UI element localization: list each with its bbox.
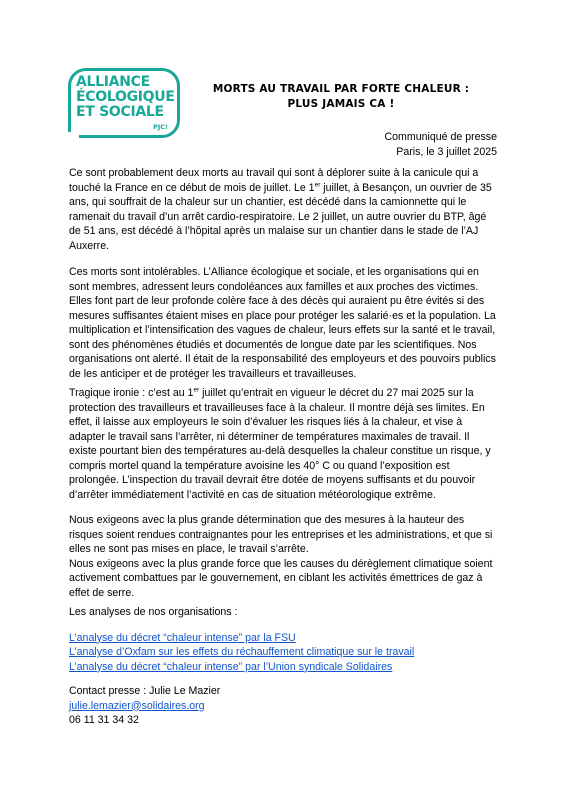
logo-wordmark	[76, 75, 175, 120]
link-oxfam[interactable]: L’analyse d’Oxfam sur les effets du réchauffement climatique sur le travail	[69, 646, 415, 659]
paragraph-4	[69, 513, 497, 600]
p3-text-a: Tragique ironie : c’est au 1	[69, 387, 194, 399]
contact-label: Contact presse : Julie Le Mazier	[69, 685, 221, 697]
title-line-2: PLUS JAMAIS CA !	[287, 98, 395, 110]
logo-line-3: ET SOCIALE	[76, 104, 164, 120]
logo-line-2: ÉCOLOGIQUE	[76, 89, 175, 105]
paragraph-2	[69, 265, 497, 381]
p4-text: Nous exigeons avec la plus grande détermination que des mesures à la hauteur des risques soient rendues contraignantes pour les entreprises et les administrations, et que si elles ne sont pas mises en place, le travail s’arrête.	[69, 514, 493, 556]
link-solidaires[interactable]: L’analyse du décret “chaleur intense” par l’Union syndicale Solidaires	[69, 660, 393, 673]
p1-sup: er	[314, 181, 321, 189]
contact-section	[69, 684, 497, 728]
press-header	[385, 130, 497, 160]
logo-sub: PJC!	[153, 123, 168, 131]
link-fsu[interactable]: L’analyse du décret “chaleur intense” par la FSU	[69, 631, 296, 644]
paragraph-3	[69, 386, 497, 502]
alliance-logo	[68, 68, 180, 138]
p3-sup: er	[193, 386, 200, 394]
logo-speech-notch	[67, 132, 79, 142]
title-line-1: MORTS AU TRAVAIL PAR FORTE CHALEUR :	[212, 83, 470, 95]
p3-text-b: juillet qu’entrait en vigueur le décret du 27 mai 2025 sur la protection des travailleurs et travailleuses face à la chaleur. Il montre déjà ses limites. En effet, il laisse aux employeurs le soin d’évaluer les risques liés à la chaleur, et vise à adapter le travail sans l’arrêter, ni déterminer de températures maximales de travail. Il existe pourtant bien des températures au-delà desquelles la chaleur constitue un risque, y compris mortel quand la température avoisine les 40° C ou quand l’exposition est prolongée. L’inspection du travail devrait être dotée de moyens suffisants et du pouvoir d’arrêter immédiatement l’activité en cas de situation météorologique extrême.	[69, 387, 491, 501]
p1-text-b: juillet, à Besançon, un ouvrier de 35 ans, qui souffrait de la chaleur sur un chantier, est décédé dans la camionnette qui le ramenait du travail d’un arrêt cardio-respiratoire. Le 2 juillet, un autre ouvrier du BTP, âgé de 51 ans, est décédé à l’hôpital après un malaise sur un chantier dans le stade de l’AJ Auxerre.	[69, 181, 492, 252]
p2-text: Ces morts sont intolérables. L’Alliance écologique et sociale, et les organisations qui en sont membres, adressent leurs condoléances aux familles et aux proches des victimes. Elles font part de leur profonde colère face à des décès qui auraient pu être évités si des mesures suffisantes étaient mises en place pour protéger les salarié·es et la population. La multiplication et l’intensification des vagues de chaleur, leurs effets sur la santé et le travail, sont des phénomènes étudiés et documentés de longue date par les scientifiques. Nos organisations ont alerté. Il était de la responsabilité des employeurs et des pouvoirs publics de les anticiper et de protéger les travailleurs et travailleuses.	[69, 266, 496, 380]
analyses-heading: Les analyses de nos organisations :	[69, 606, 238, 618]
press-date: Paris, le 3 juillet 2025	[396, 146, 497, 158]
press-type: Communiqué de presse	[384, 131, 497, 143]
contact-email-link[interactable]: julie.lemazier@solidaires.org	[69, 699, 205, 712]
paragraph-1	[69, 166, 497, 253]
logo-line-1: ALLIANCE	[76, 74, 150, 90]
p5-text: Nous exigeons avec la plus grande force que les causes du dérèglement climatique soient activement combattues par le gouvernement, en ciblant les activités émettrices de gaz à effet de serre.	[69, 557, 493, 599]
contact-phone: 06 11 31 34 32	[69, 714, 139, 727]
page-title	[180, 82, 502, 112]
analyses-section	[69, 605, 497, 674]
p1-text-a: Ce sont probablement deux morts au travail qui sont à déplorer suite à la canicule qui a touché la France en ce début de mois de juillet. Le 1	[69, 167, 479, 194]
